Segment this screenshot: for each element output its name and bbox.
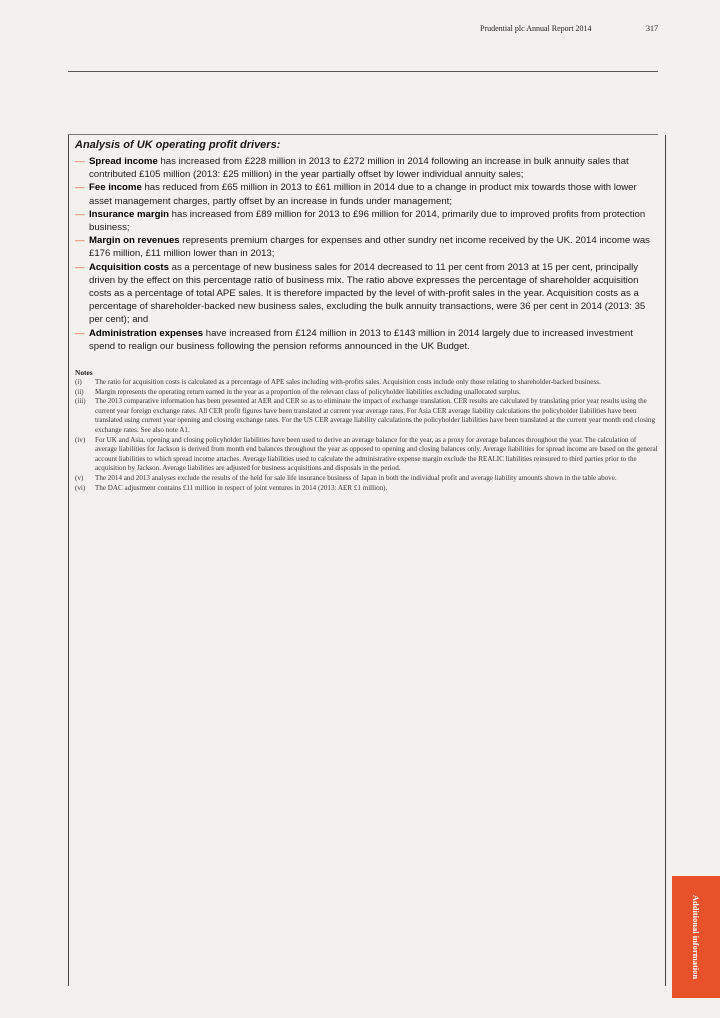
note-item: [75, 436, 660, 474]
driver-text: has increased from £89 million for 2013 to £96 million for 2014, primarily due to improved profits from protection business;: [89, 208, 646, 234]
driver-text: has increased from £228 million in 2013 to £272 million in 2014 following an increase in bulk annuity sales that contributed £105 million (2013: £25 million) in the year partially offset by lower individual annuity sales;: [89, 156, 629, 181]
section-divider: [68, 134, 658, 135]
driver-text: has reduced from £65 million in 2013 to £61 million in 2014 due to a change in product mix towards those with lower asset management charges, partly offset by an increase in funds under management;: [89, 182, 637, 207]
page-number: 317: [646, 24, 658, 33]
dash-bullet-icon: —: [75, 235, 85, 247]
note-number: (iv): [75, 435, 86, 444]
note-item: [75, 378, 660, 388]
note-number: (iii): [75, 397, 86, 406]
driver-text: as a percentage of new business sales for 2014 decreased to 11 per cent from 2013 at 15 per cent, principally driven by the effect on this percentage ratio of business mix. The ratio above expresses the percentage of shareholder acquisition costs as a percentage of total APE sales. It is therefore impacted by the level of with-profit sales in the year. Acquisition costs as a percentage of shareholder-backed new business sales, excluding the bulk annuity transactions, were 36 per cent in 2014 (2013: 35 per cent); and: [89, 261, 646, 326]
section-side-tab[interactable]: [672, 876, 720, 998]
driver-spread-income: [75, 155, 660, 181]
note-number: (v): [75, 473, 84, 482]
note-item: [75, 397, 660, 435]
notes-section: [75, 368, 660, 493]
section-heading: Analysis of UK operating profit drivers:: [75, 139, 281, 151]
driver-term: Insurance margin: [89, 208, 169, 220]
driver-insurance-margin: [75, 208, 660, 234]
dash-bullet-icon: —: [75, 208, 85, 220]
driver-administration-expenses: [75, 327, 660, 353]
note-text: The ratio for acquisition costs is calculated as a percentage of APE sales including with-profits sales. Acquisition costs include only those relating to shareholder-backed business.: [95, 378, 601, 387]
note-text: The DAC adjustment contains £11 million in respect of joint ventures in 2014 (2013: AER £1 million).: [95, 483, 388, 492]
note-number: (i): [75, 378, 82, 387]
note-text: The 2013 comparative information has been presented at AER and CER so as to eliminate the impact of exchange translation. CER results are calculated by translating prior year results using the current year foreign exchange rates. All CER profit figures have been translated at current year average rates. For Asia CER average liability calculations the policyholder liabilities have been translated using current year opening and closing exchange rates. For the US CER average liability calculations the policyholder liabilities have been translated at the current year month end closing exchange rates. See also note A1.: [95, 397, 656, 435]
note-number: (ii): [75, 387, 84, 396]
note-text: The 2014 and 2013 analyses exclude the results of the held for sale life insurance business of Japan in both the individual profit and average liability amounts shown in the table above.: [95, 473, 617, 482]
dash-bullet-icon: —: [75, 156, 85, 167]
note-text: Margin represents the operating return earned in the year as a proportion of the relevant class of policyholder liabilities excluding unallocated surplus.: [95, 387, 521, 396]
left-margin-rule: [68, 135, 69, 986]
main-content: [75, 138, 660, 493]
driver-term: Fee income: [89, 182, 142, 194]
driver-fee-income: [75, 181, 660, 207]
driver-margin-on-revenues: [75, 234, 660, 260]
note-item: [75, 388, 660, 398]
right-margin-rule: [665, 135, 666, 986]
driver-term: Administration expenses: [89, 327, 204, 339]
dash-bullet-icon: —: [75, 261, 85, 273]
driver-acquisition-costs: [75, 261, 660, 327]
note-item: [75, 474, 660, 484]
notes-title: Notes: [75, 368, 93, 378]
driver-term: Spread income: [89, 156, 158, 167]
profit-drivers-list: [75, 155, 660, 353]
driver-text: have increased from £124 million in 2013 to £143 million in 2014 largely due to increased investment spend to realign our business following the pension reforms announced in the UK Budget.: [89, 327, 633, 352]
driver-term: Acquisition costs: [89, 261, 169, 273]
note-number: (vi): [75, 483, 86, 492]
header-divider: [68, 71, 658, 72]
side-tab-label: Additional information: [691, 894, 701, 980]
note-item: [75, 484, 660, 494]
driver-text: represents premium charges for expenses and other sundry net income received by the UK. 2014 income was £176 million, £11 million lower than in 2013;: [89, 235, 650, 260]
document-title: Prudential plc Annual Report 2014: [480, 24, 592, 33]
driver-term: Margin on revenues: [89, 235, 180, 247]
dash-bullet-icon: —: [75, 182, 85, 194]
note-text: For UK and Asia, opening and closing policyholder liabilities have been used to derive an average balance for the year, as a proxy for average balances throughout the year. The calculation of average liabilities for Jackson is derived from month end balances throughout the year as opposed to opening and closing balances only. Average liabilities for spread income are based on the general account liabilities to which spread income attaches. Average liabilities used to calculate the administrative expense margin exclude the REALIC liabilities reinsured to third parties prior to the acquisition by Jackson. Average liabilities are adjusted for business acquisitions and disposals in the period.: [95, 435, 658, 473]
dash-bullet-icon: —: [75, 327, 85, 339]
